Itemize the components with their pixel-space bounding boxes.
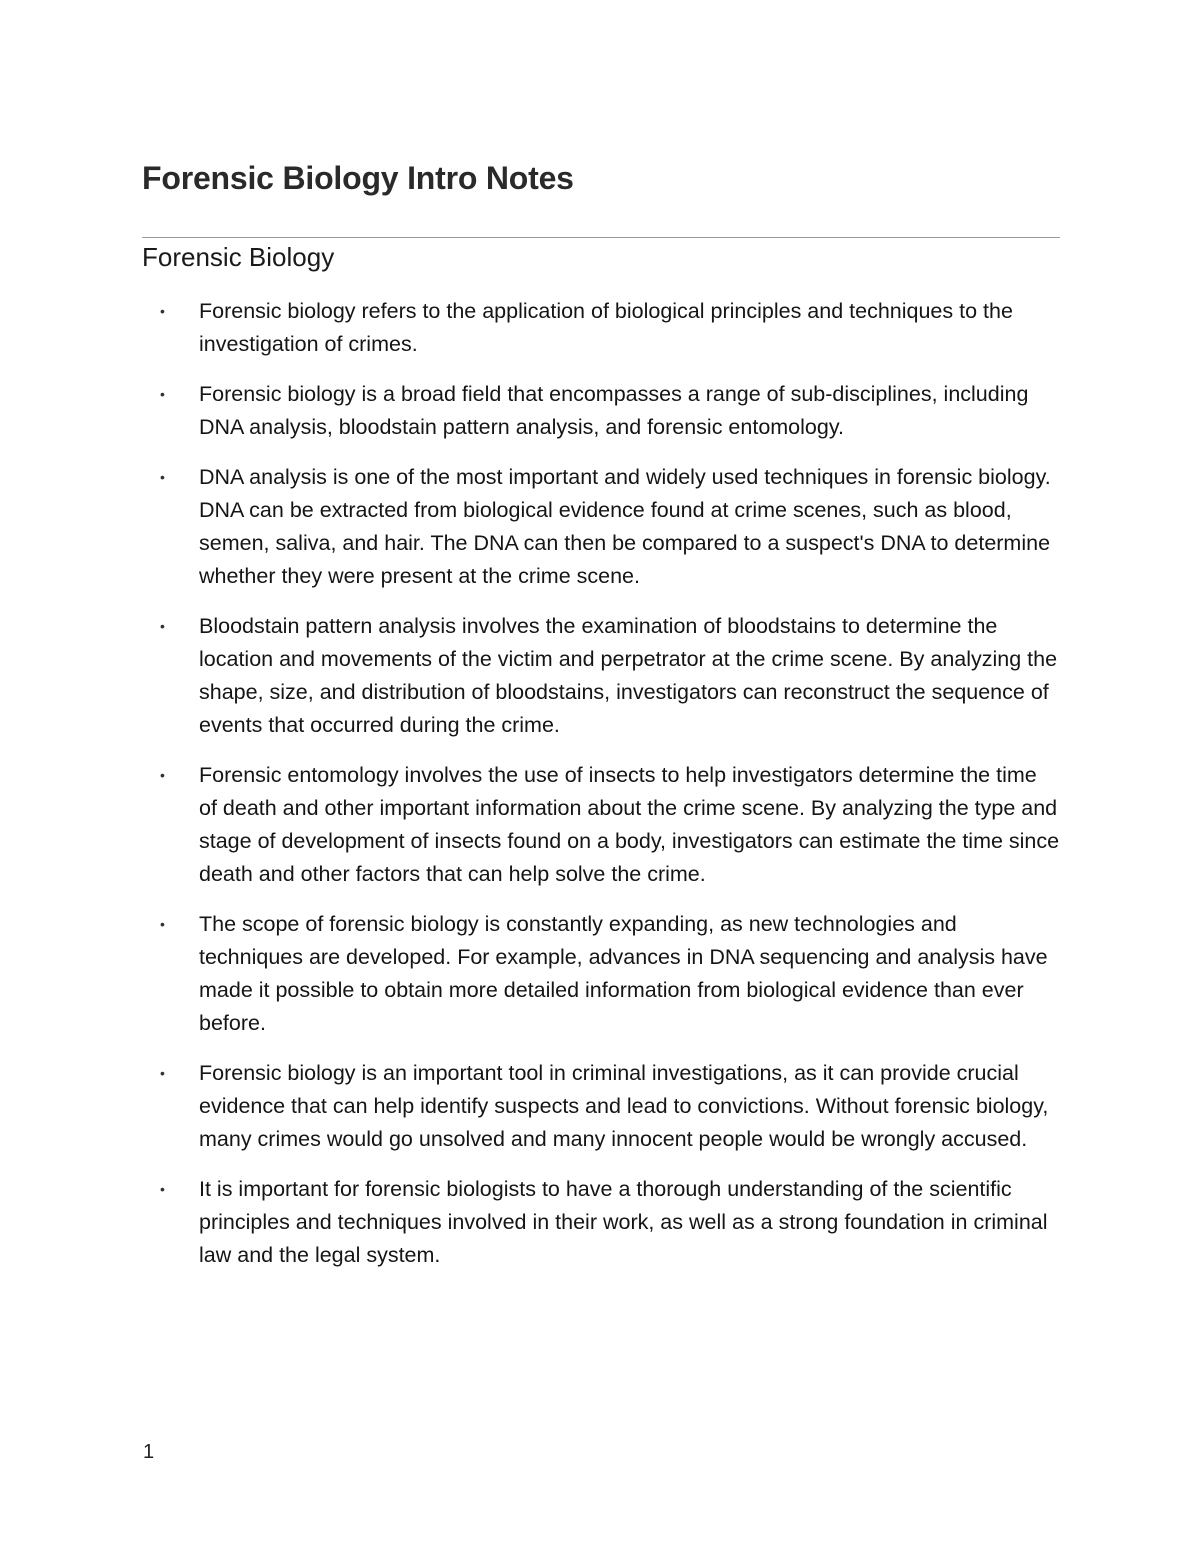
- page-number: 1: [143, 1441, 155, 1463]
- list-item: [160, 295, 1060, 361]
- list-item: [160, 461, 1060, 593]
- bullet-icon: •: [160, 916, 165, 932]
- list-item: [160, 378, 1060, 444]
- bullet-icon: •: [160, 767, 165, 783]
- bullet-icon: •: [160, 386, 165, 402]
- list-item: [160, 610, 1060, 742]
- list-item: [160, 759, 1060, 891]
- list-item: [160, 908, 1060, 1040]
- bullet-text: Forensic biology refers to the application of biological principles and techniques to the investigation of crimes.: [199, 299, 1013, 356]
- bullet-icon: •: [160, 469, 165, 485]
- bullet-icon: •: [160, 303, 165, 319]
- section-heading: Forensic Biology: [142, 242, 335, 272]
- bullet-icon: •: [160, 1181, 165, 1197]
- bullet-text: DNA analysis is one of the most important and widely used techniques in forensic biology. DNA can be extracted from biological evidence found at crime scenes, such as blood, semen, saliva, and hair. The DNA can then be compared to a suspect's DNA to determine whether they were present at the crime scene.: [199, 465, 1051, 588]
- list-item: [160, 1173, 1060, 1272]
- bullet-list: [160, 295, 1060, 1289]
- bullet-text: Bloodstain pattern analysis involves the examination of bloodstains to determine the location and movements of the victim and perpetrator at the crime scene. By analyzing the shape, size, and distribution of bloodstains, investigators can reconstruct the sequence of events that occurred during the crime.: [199, 614, 1058, 737]
- bullet-text: Forensic biology is an important tool in criminal investigations, as it can provide crucial evidence that can help identify suspects and lead to convictions. Without forensic biology, many crimes would go unsolved and many innocent people would be wrongly accused.: [199, 1061, 1049, 1151]
- title-divider: [142, 237, 1060, 238]
- bullet-text: The scope of forensic biology is constantly expanding, as new technologies and techniques are developed. For example, advances in DNA sequencing and analysis have made it possible to obtain more detailed information from biological evidence than ever before.: [199, 912, 1048, 1035]
- bullet-text: It is important for forensic biologists to have a thorough understanding of the scientific principles and techniques involved in their work, as well as a strong foundation in criminal law and the legal system.: [199, 1177, 1048, 1267]
- document-title: Forensic Biology Intro Notes: [142, 160, 574, 196]
- bullet-icon: •: [160, 1065, 165, 1081]
- list-item: [160, 1057, 1060, 1156]
- bullet-text: Forensic entomology involves the use of insects to help investigators determine the time of death and other important information about the crime scene. By analyzing the type and stage of development of insects found on a body, investigators can estimate the time since death and other factors that can help solve the crime.: [199, 763, 1060, 886]
- bullet-icon: •: [160, 618, 165, 634]
- bullet-text: Forensic biology is a broad field that encompasses a range of sub-disciplines, including DNA analysis, bloodstain pattern analysis, and forensic entomology.: [199, 382, 1029, 439]
